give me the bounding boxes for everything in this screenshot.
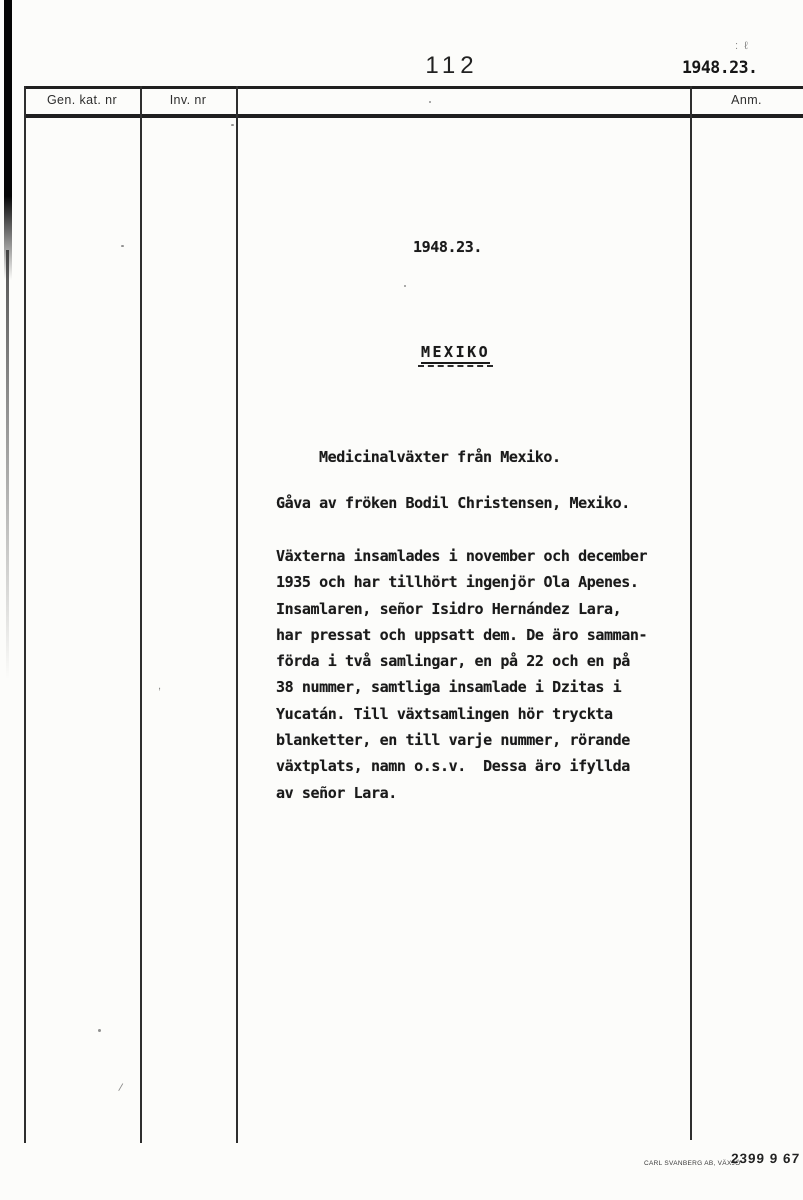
scan-speckle xyxy=(404,285,406,287)
typed-line: 38 nummer, samtliga insamlade i Dzitas i xyxy=(276,678,622,697)
printer-credit: CARL SVANBERG AB, VÄXJÖ xyxy=(644,1160,741,1167)
entry-body-paragraph xyxy=(276,543,647,806)
entry-title: Medicinalväxter från Mexiko. xyxy=(319,448,561,466)
scan-speckle xyxy=(231,124,234,126)
scan-speckle: , xyxy=(158,680,162,692)
country-heading-text: MEXIKO xyxy=(421,343,490,364)
scan-edge-bar-faded xyxy=(6,250,9,680)
scan-speckle xyxy=(121,245,124,247)
column-header-anm: Anm. xyxy=(731,93,762,107)
scan-edge-bar xyxy=(4,0,12,280)
typed-line: Yucatán. Till växtsamlingen hör tryckta xyxy=(276,704,613,723)
typed-line: Insamlaren, señor Isidro Hernández Lara, xyxy=(276,599,622,618)
typed-line: Växterna insamlades i november och december xyxy=(276,547,648,565)
typed-line: växtplats, namn o.s.v. Dessa äro ifyllda xyxy=(276,757,630,776)
column-header-inv-nr: Inv. nr xyxy=(169,93,207,107)
entry-country-heading xyxy=(421,343,490,364)
scan-speckle xyxy=(429,101,431,103)
scan-speckle: / xyxy=(117,1081,124,1095)
scan-speckle xyxy=(98,1029,101,1032)
page-ref-number: 1948.23. xyxy=(682,58,758,77)
entry-gift-line: Gåva av fröken Bodil Christensen, Mexiko. xyxy=(276,494,630,512)
print-code: 2399 9 67 xyxy=(730,1151,801,1166)
typed-line: förda i två samlingar, en på 22 och en på xyxy=(276,652,630,671)
typed-line: blanketter, en till varje nummer, rörande xyxy=(276,731,630,750)
entry-ref-number: 1948.23. xyxy=(413,238,483,256)
typed-line: har pressat och uppsatt dem. De äro samman- xyxy=(276,625,648,644)
column-rule-main-anm xyxy=(690,86,692,1140)
column-header-gen-kat-nr: Gen. kat. nr xyxy=(46,93,118,107)
page-number: 112 xyxy=(425,52,479,79)
scan-smudge: : ℓ xyxy=(735,40,748,52)
typed-line: av señor Lara. xyxy=(276,783,397,802)
column-rule-inv-main xyxy=(236,86,238,1143)
typed-line: 1935 och har tillhört ingenjör Ola Apenes. xyxy=(276,573,639,592)
column-rule-genkat-inv xyxy=(140,86,142,1143)
column-rule-left xyxy=(24,86,26,1143)
